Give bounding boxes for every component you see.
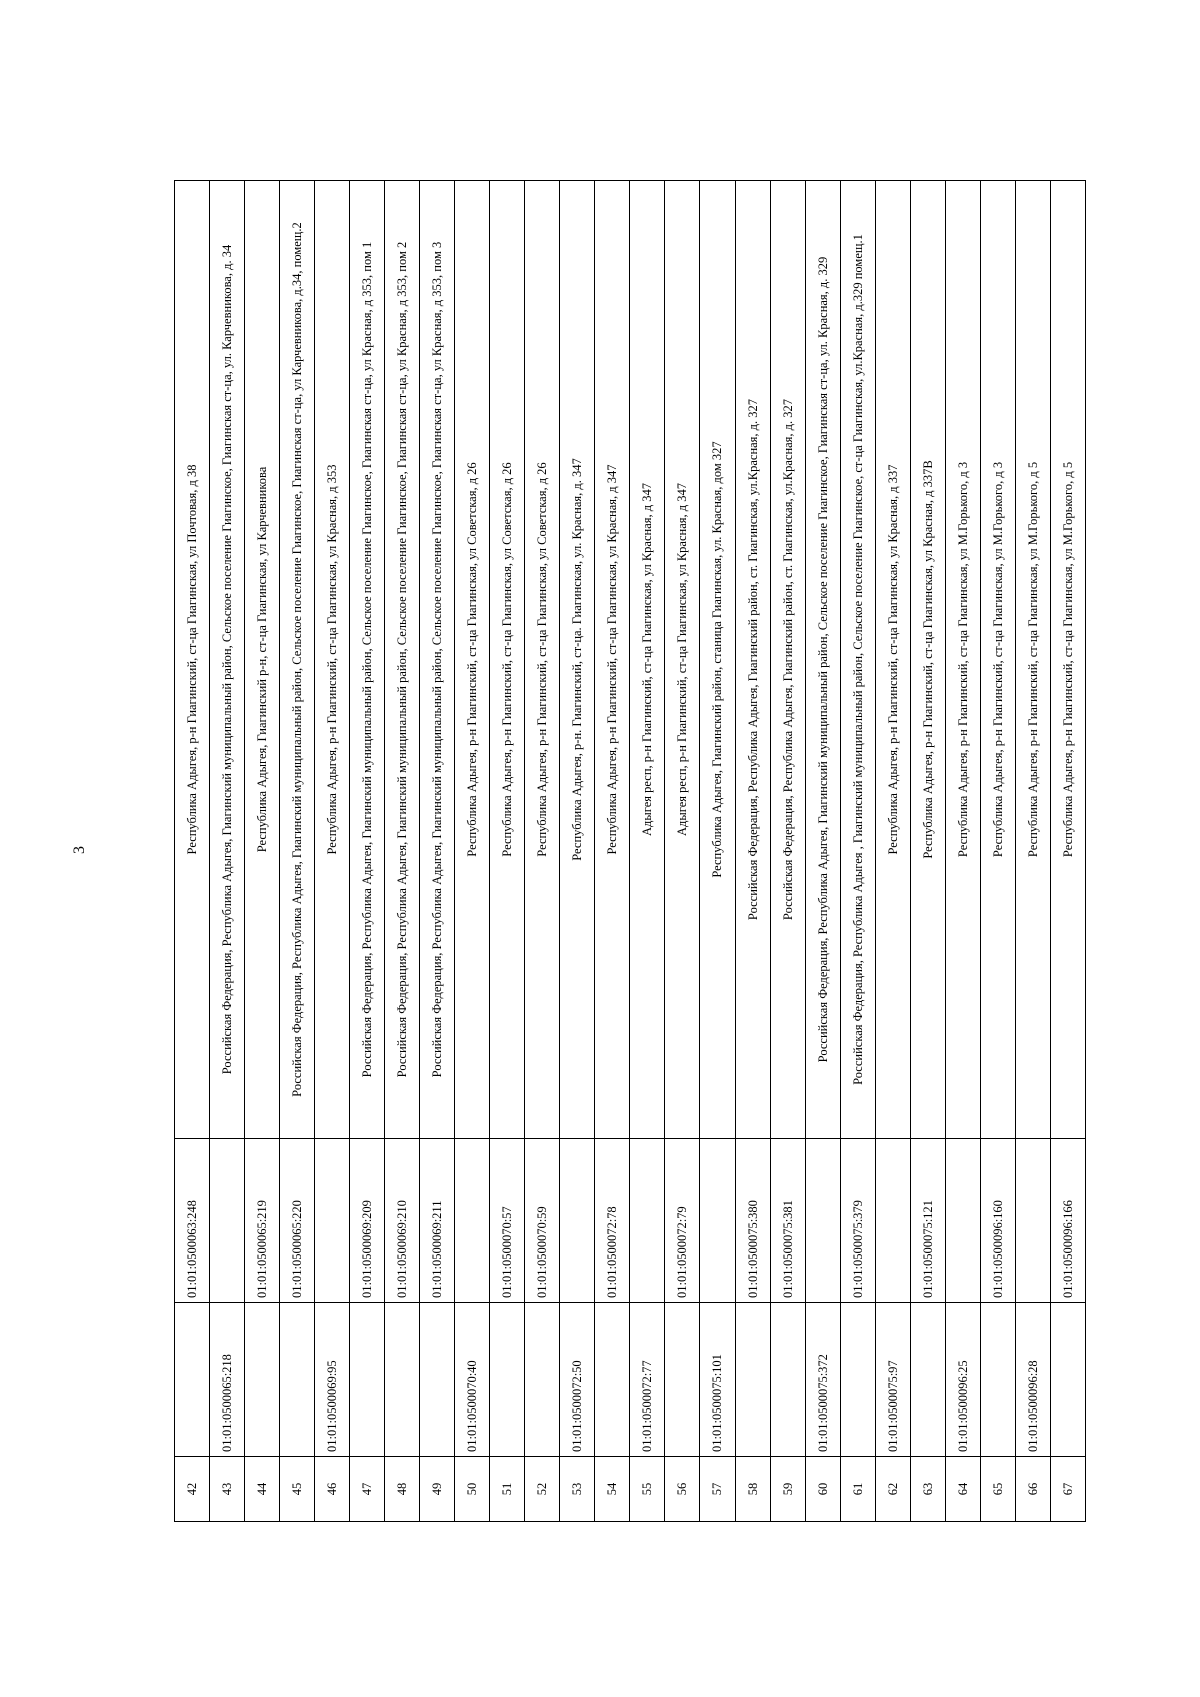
table-row: [805, 181, 840, 1522]
row-number-cell: 47: [350, 1457, 385, 1522]
table-row: [700, 181, 735, 1522]
table-row: [245, 181, 280, 1522]
linked-cadastral-number-cell: [455, 1139, 490, 1303]
cadastral-number-cell: [770, 1303, 805, 1457]
row-number-cell: 42: [175, 1457, 210, 1522]
linked-cadastral-number-cell: 01:01:0500065:220: [280, 1139, 315, 1303]
cadastral-number-cell: [280, 1303, 315, 1457]
linked-cadastral-number-cell: [805, 1139, 840, 1303]
row-number-cell: 45: [280, 1457, 315, 1522]
row-number-cell: 64: [945, 1457, 980, 1522]
cadastral-number-cell: [980, 1303, 1015, 1457]
row-number-cell: 65: [980, 1457, 1015, 1522]
cadastral-number-cell: 01:01:0500072:50: [560, 1303, 595, 1457]
table-row: [770, 181, 805, 1522]
table-row: [280, 181, 315, 1522]
linked-cadastral-number-cell: 01:01:0500075:379: [840, 1139, 875, 1303]
address-cell: Республика Адыгея, р-н Гиагинский, ст-ца Гиагинская, ул Советская, д 26: [525, 181, 560, 1139]
linked-cadastral-number-cell: [630, 1139, 665, 1303]
address-cell: Республика Адыгея, Гиагинский р-н, ст-ца Гиагинская, ул Карчевникова: [245, 181, 280, 1139]
row-number-cell: 61: [840, 1457, 875, 1522]
table-row: [385, 181, 420, 1522]
address-cell: Российская Федерация, Республика Адыгея, Гиагинский район, ст. Гиагинская, ул.Красная, д. 327: [770, 181, 805, 1139]
row-number-cell: 56: [665, 1457, 700, 1522]
cadastral-number-cell: [385, 1303, 420, 1457]
address-cell: Республика Адыгея, р-н Гиагинский, ст-ца Гиагинская, ул Красная, д 347: [595, 181, 630, 1139]
cadastral-number-cell: [350, 1303, 385, 1457]
address-cell: Республика Адыгея, р-н Гиагинский, ст-ца Гиагинская, ул Почтовая, д 38: [175, 181, 210, 1139]
row-number-cell: 49: [420, 1457, 455, 1522]
table-row: [175, 181, 210, 1522]
address-cell: Республика Адыгея, р-н. Гиагинский, ст-ца. Гиагинская, ул. Красная, д. 347: [560, 181, 595, 1139]
linked-cadastral-number-cell: 01:01:0500096:166: [1050, 1139, 1085, 1303]
address-cell: Республика Адыгея, р-н Гиагинский, ст-ца Гиагинская, ул М.Горького, д 3: [945, 181, 980, 1139]
linked-cadastral-number-cell: [210, 1139, 245, 1303]
row-number-cell: 54: [595, 1457, 630, 1522]
row-number-cell: 59: [770, 1457, 805, 1522]
linked-cadastral-number-cell: 01:01:0500070:59: [525, 1139, 560, 1303]
row-number-cell: 62: [875, 1457, 910, 1522]
address-cell: Российская Федерация, Республика Адыгея, Гиагинский муниципальный район, Сельское поселение Гиагинское, Гиагинская ст-ца, ул Красная, д 353, пом 3: [420, 181, 455, 1139]
table-row: [560, 181, 595, 1522]
linked-cadastral-number-cell: 01:01:0500075:381: [770, 1139, 805, 1303]
table-row: [910, 181, 945, 1522]
cadastral-table: [174, 180, 1086, 1522]
address-cell: Республика Адыгея, р-н Гиагинский, ст-ца Гиагинская, ул М.Горького, д 5: [1015, 181, 1050, 1139]
address-cell: Российская Федерация, Республика Адыгея, Гиагинский муниципальный район, Сельское поселение Гиагинское, Гиагинская ст-ца, ул Карчевникова, д.34, помещ.2: [280, 181, 315, 1139]
linked-cadastral-number-cell: 01:01:0500069:210: [385, 1139, 420, 1303]
linked-cadastral-number-cell: 01:01:0500063:248: [175, 1139, 210, 1303]
row-number-cell: 53: [560, 1457, 595, 1522]
cadastral-number-cell: 01:01:0500096:25: [945, 1303, 980, 1457]
cadastral-number-cell: [840, 1303, 875, 1457]
cadastral-number-cell: [1050, 1303, 1085, 1457]
cadastral-number-cell: [910, 1303, 945, 1457]
table-row: [525, 181, 560, 1522]
table-row: [1050, 181, 1085, 1522]
cadastral-number-cell: [420, 1303, 455, 1457]
address-cell: Адыгея респ, р-н Гиагинский, ст-ца Гиагинская, ул Красная, д 347: [630, 181, 665, 1139]
row-number-cell: 66: [1015, 1457, 1050, 1522]
address-cell: Республика Адыгея, р-н Гиагинский, ст-ца Гиагинская, ул Советская, д 26: [490, 181, 525, 1139]
row-number-cell: 46: [315, 1457, 350, 1522]
cadastral-number-cell: 01:01:0500065:218: [210, 1303, 245, 1457]
rotated-table-wrapper: [174, 180, 1086, 1522]
address-cell: Республика Адыгея, р-н Гиагинский, ст-ца Гиагинская, ул Красная, д 337В: [910, 181, 945, 1139]
row-number-cell: 63: [910, 1457, 945, 1522]
page-number: 3: [71, 846, 88, 854]
table-row: [455, 181, 490, 1522]
row-number-cell: 43: [210, 1457, 245, 1522]
address-cell: Республика Адыгея, р-н Гиагинский, ст-ца Гиагинская, ул М.Горького, д 5: [1050, 181, 1085, 1139]
address-cell: Российская Федерация, Республика Адыгея, Гиагинский муниципальный район, Сельское поселение Гиагинское, Гиагинская ст-ца, ул. Карчевникова, д. 34: [210, 181, 245, 1139]
table-row: [630, 181, 665, 1522]
linked-cadastral-number-cell: 01:01:0500075:380: [735, 1139, 770, 1303]
address-cell: Республика Адыгея, Гиагинский район, станица Гиагинская, ул. Красная, дом 327: [700, 181, 735, 1139]
address-cell: Республика Адыгея, р-н Гиагинский, ст-ца Гиагинская, ул М.Горького, д 3: [980, 181, 1015, 1139]
table-row: [350, 181, 385, 1522]
cadastral-number-cell: [735, 1303, 770, 1457]
address-cell: Республика Адыгея, р-н Гиагинский, ст-ца Гиагинская, ул Советская, д 26: [455, 181, 490, 1139]
cadastral-number-cell: [525, 1303, 560, 1457]
table-body: [175, 181, 1086, 1522]
linked-cadastral-number-cell: 01:01:0500075:121: [910, 1139, 945, 1303]
row-number-cell: 50: [455, 1457, 490, 1522]
table-row: [735, 181, 770, 1522]
row-number-cell: 48: [385, 1457, 420, 1522]
linked-cadastral-number-cell: 01:01:0500065:219: [245, 1139, 280, 1303]
table-row: [980, 181, 1015, 1522]
cadastral-number-cell: [245, 1303, 280, 1457]
address-cell: Российская Федерация, Республика Адыгея, Гиагинский муниципальный район, Сельское поселение Гиагинское, Гиагинская ст-ца, ул. Красная, д. 329: [805, 181, 840, 1139]
cadastral-number-cell: [665, 1303, 700, 1457]
table-row: [210, 181, 245, 1522]
linked-cadastral-number-cell: [560, 1139, 595, 1303]
linked-cadastral-number-cell: [315, 1139, 350, 1303]
table-row: [840, 181, 875, 1522]
cadastral-number-cell: 01:01:0500075:101: [700, 1303, 735, 1457]
row-number-cell: 51: [490, 1457, 525, 1522]
linked-cadastral-number-cell: 01:01:0500096:160: [980, 1139, 1015, 1303]
cadastral-number-cell: 01:01:0500070:40: [455, 1303, 490, 1457]
table-row: [1015, 181, 1050, 1522]
linked-cadastral-number-cell: [875, 1139, 910, 1303]
row-number-cell: 58: [735, 1457, 770, 1522]
cadastral-number-cell: 01:01:0500072:77: [630, 1303, 665, 1457]
linked-cadastral-number-cell: 01:01:0500072:79: [665, 1139, 700, 1303]
cadastral-number-cell: 01:01:0500069:95: [315, 1303, 350, 1457]
linked-cadastral-number-cell: 01:01:0500070:57: [490, 1139, 525, 1303]
linked-cadastral-number-cell: [700, 1139, 735, 1303]
row-number-cell: 60: [805, 1457, 840, 1522]
row-number-cell: 57: [700, 1457, 735, 1522]
address-cell: Российская Федерация, Республика Адыгея, Гиагинский район, ст. Гиагинская, ул.Красная, д. 327: [735, 181, 770, 1139]
row-number-cell: 52: [525, 1457, 560, 1522]
linked-cadastral-number-cell: 01:01:0500069:209: [350, 1139, 385, 1303]
row-number-cell: 67: [1050, 1457, 1085, 1522]
table-row: [875, 181, 910, 1522]
linked-cadastral-number-cell: 01:01:0500072:78: [595, 1139, 630, 1303]
address-cell: Республика Адыгея, р-н Гиагинский, ст-ца Гиагинская, ул Красная, д 353: [315, 181, 350, 1139]
cadastral-number-cell: 01:01:0500075:97: [875, 1303, 910, 1457]
table-row: [490, 181, 525, 1522]
address-cell: Российская Федерация, Республика Адыгея , Гиагинский муниципальный район, Сельское поселение Гиагинское, ст-ца Гиагинская, ул.Красная, д.329 помещ.1: [840, 181, 875, 1139]
address-cell: Российская Федерация, Республика Адыгея, Гиагинский муниципальный район, Сельское поселение Гиагинское, Гиагинская ст-ца, ул Красная, д 353, пом 1: [350, 181, 385, 1139]
cadastral-number-cell: [595, 1303, 630, 1457]
cadastral-number-cell: [175, 1303, 210, 1457]
table-row: [595, 181, 630, 1522]
linked-cadastral-number-cell: 01:01:0500069:211: [420, 1139, 455, 1303]
row-number-cell: 55: [630, 1457, 665, 1522]
table-row: [315, 181, 350, 1522]
address-cell: Российская Федерация, Республика Адыгея, Гиагинский муниципальный район, Сельское поселение Гиагинское, Гиагинская ст-ца, ул Красная, д 353, пом 2: [385, 181, 420, 1139]
cadastral-number-cell: 01:01:0500096:28: [1015, 1303, 1050, 1457]
address-cell: Адыгея респ, р-н Гиагинский, ст-ца Гиагинская, ул Красная, д 347: [665, 181, 700, 1139]
row-number-cell: 44: [245, 1457, 280, 1522]
linked-cadastral-number-cell: [1015, 1139, 1050, 1303]
table-row: [420, 181, 455, 1522]
table-row: [945, 181, 980, 1522]
table-row: [665, 181, 700, 1522]
linked-cadastral-number-cell: [945, 1139, 980, 1303]
cadastral-number-cell: [490, 1303, 525, 1457]
address-cell: Республика Адыгея, р-н Гиагинский, ст-ца Гиагинская, ул Красная, д 337: [875, 181, 910, 1139]
cadastral-number-cell: 01:01:0500075:372: [805, 1303, 840, 1457]
